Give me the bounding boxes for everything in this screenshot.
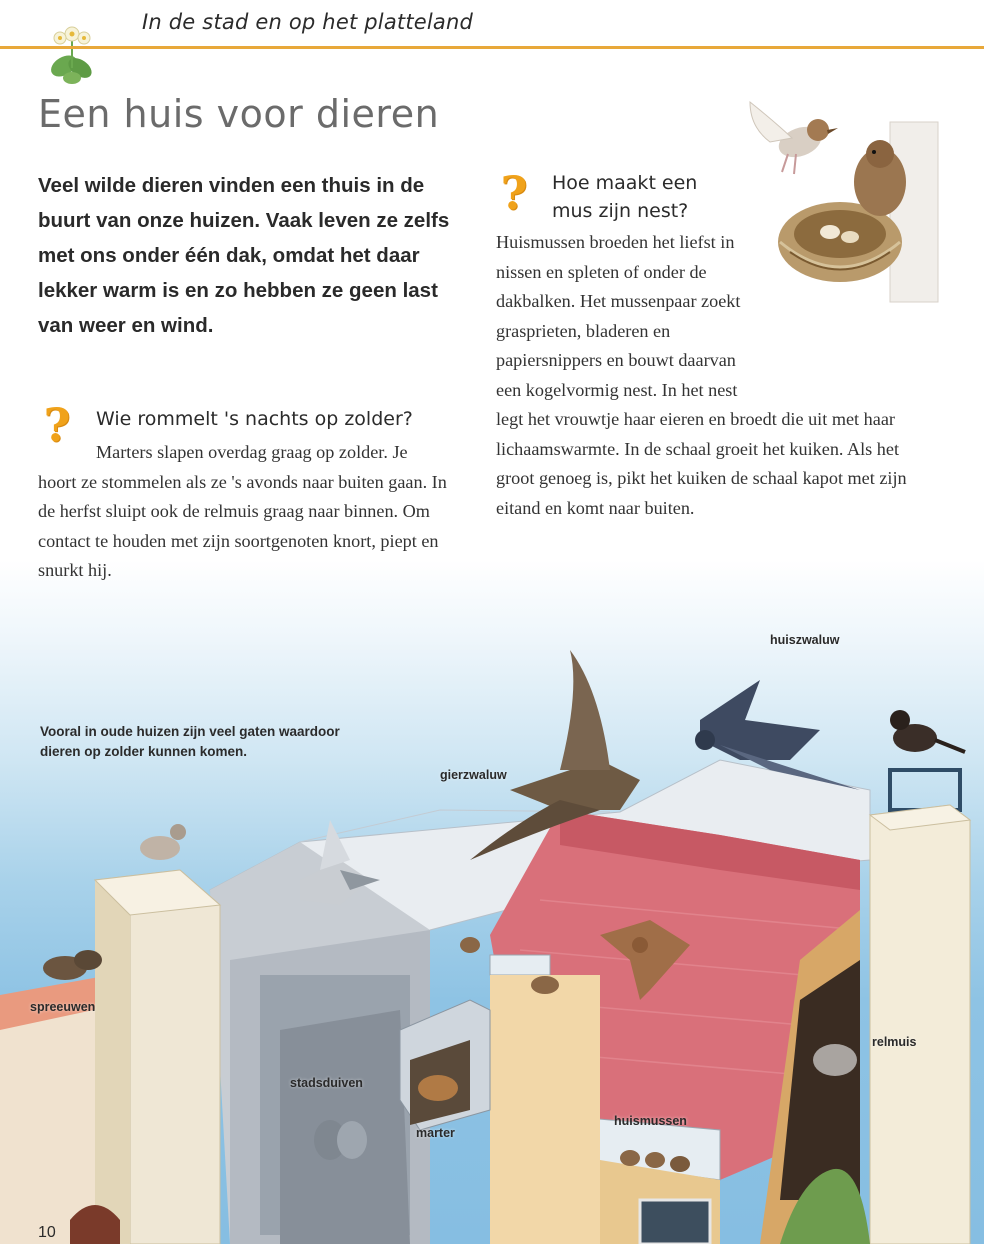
label-stadsduiven: stadsduiven <box>290 1076 363 1090</box>
section-title: In de stad en op het platteland <box>142 10 474 34</box>
question-2-heading-line2: mus zijn nest? <box>552 200 689 222</box>
question-2-body-text: Huismussen broeden het liefst in nissen en spleten of onder de dakbalken. Het mussenpaar zoekt grasprieten, bladeren en papiersnippers en bouwt daarvan een kogelvormig nest. In het nest legt het vrouwtje haar eieren en broedt die uit met haar lichaamswarmte. In de schaal groeit het kuiken. Als het groot genoeg is, pikt het kuiken de schaal kapot met zijn eitand en komt naar buiten. <box>496 232 907 518</box>
label-relmuis: relmuis <box>872 1035 917 1049</box>
question-2-heading-line1: Hoe maakt een <box>552 172 698 194</box>
page-title: Een huis voor dieren <box>38 92 440 136</box>
question-1-heading: Wie rommelt 's nachts op zolder? <box>96 408 413 430</box>
label-huiszwaluw: huiszwaluw <box>770 633 840 647</box>
illustration-caption: Vooral in oude huizen zijn veel gaten waardoor dieren op zolder kunnen komen. <box>40 724 340 759</box>
intro-paragraph: Veel wilde dieren vinden een thuis in de buurt van onze huizen. Vaak leven ze zelfs met ons onder één dak, omdat het daar lekker warm is en zo hebben ze geen last van weer en wind. <box>38 174 450 337</box>
question-mark-icon: ? <box>500 166 528 220</box>
question-1-body: Marters slapen overdag graag op zolder. Je hoort ze stommelen als ze 's avonds naar buiten gaan. In de herfst sluipt ook de relmuis graag naar binnen. Om contact te houden met zijn soortgenoten knort, piept en snurkt hij. <box>38 442 447 580</box>
label-spreeuwen: spreeuwen <box>30 1000 96 1014</box>
label-gierzwaluw: gierzwaluw <box>440 768 507 782</box>
label-marter: marter <box>416 1126 455 1140</box>
label-huismussen: huismussen <box>614 1114 687 1128</box>
page-number: 10 <box>38 1224 56 1241</box>
question-mark-icon: ? <box>43 398 71 452</box>
